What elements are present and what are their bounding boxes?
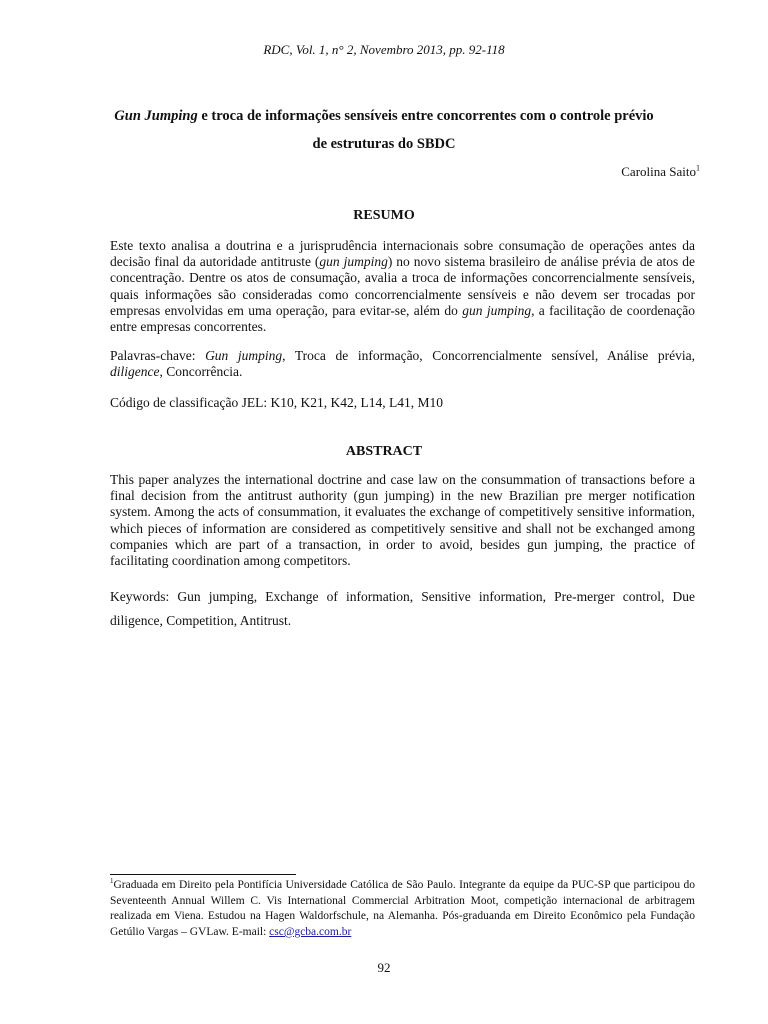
resumo-paragraph (110, 238, 695, 335)
keywords-pt-italic-1: Gun jumping (205, 348, 283, 363)
resumo-heading: RESUMO (353, 208, 415, 223)
footnote-text: Graduada em Direito pela Pontifícia Universidade Católica de São Paulo. Integrante da equipe da PUC-SP que participou do Seventeenth Annual Willem C. Vis International Commercial Arbitration Moot, competição internacional de arbitragem realizada em Viena. Estudou na Hagen Waldorfschule, na Alemanha. Pós-graduanda em Direito Econômico pela Fundação Getúlio Vargas – GVLaw. E-mail: (110, 879, 695, 938)
author-name (621, 164, 700, 180)
resumo-italic-1: gun jumping (319, 254, 388, 270)
page-number: 92 (377, 960, 391, 975)
footnote-mark: 1 (110, 877, 114, 886)
journal-citation: RDC, Vol. 1, n° 2, Novembro 2013, pp. 92-118 (263, 42, 505, 57)
author-footnote-mark[interactable]: 1 (696, 163, 700, 173)
keywords-pt (110, 348, 695, 380)
resumo-text-2: ) no novo sistema brasileiro de análise prévia de atos de concentração. Dentre os atos de consumação, avalia a troca de informações concorrencialmente sensíveis, quais informações são consideradas como concorrencialmente sensíveis e não devem ser trocadas por empresas envolvidas em uma operação, para evitar-se, além do (110, 254, 695, 318)
resumo-text-3: , a facilitação de coordenação entre empresas concorrentes. (110, 302, 695, 335)
keywords-pt-text-2: , Concorrência. (159, 364, 243, 380)
title-line2: de estruturas do SBDC (312, 136, 456, 152)
keywords-pt-text-1: , Troca de informação, Concorrencialmente sensível, Análise prévia, (282, 348, 695, 363)
resumo-italic-2: gun jumping (462, 302, 532, 318)
title-italic: Gun Jumping (114, 108, 198, 124)
footnote (110, 878, 695, 940)
resumo-text-1: Este texto analisa a doutrina e a jurisprudência internacionais sobre consumação de operações antes da decisão final da autoridade antitruste ( (110, 238, 695, 270)
abstract-heading: ABSTRACT (345, 444, 423, 459)
keywords-pt-italic-2: diligence (110, 364, 160, 380)
article-title (110, 102, 658, 158)
title-line1: e troca de informações sensíveis entre concorrentes com o controle prévio (197, 108, 654, 124)
footnote-divider (110, 874, 296, 875)
jel-codes: Código de classificação JEL: K10, K21, K42, L14, L41, M10 (110, 395, 443, 410)
abstract-paragraph: This paper analyzes the international doctrine and case law on the consummation of transactions before a final decision from the antitrust authority (gun jumping) in the new Brazilian pre merger notification system. Among the acts of consummation, it evaluates the exchange of competitively sensitive information, which pieces of information are considered as competitively sensitive and shall not be exchanged among companies which are part of a transaction, in order to avoid, besides gun jumping, the practice of facilitating coordination among competitors. (110, 472, 695, 569)
email-link[interactable]: csc@gcba.com.br (269, 925, 352, 938)
keywords-en: Keywords: Gun jumping, Exchange of information, Sensitive information, Pre-merger control, Due diligence, Competition, Antitrust. (110, 589, 695, 628)
author-text: Carolina Saito (621, 164, 696, 179)
keywords-pt-label: Palavras-chave: (110, 348, 206, 363)
